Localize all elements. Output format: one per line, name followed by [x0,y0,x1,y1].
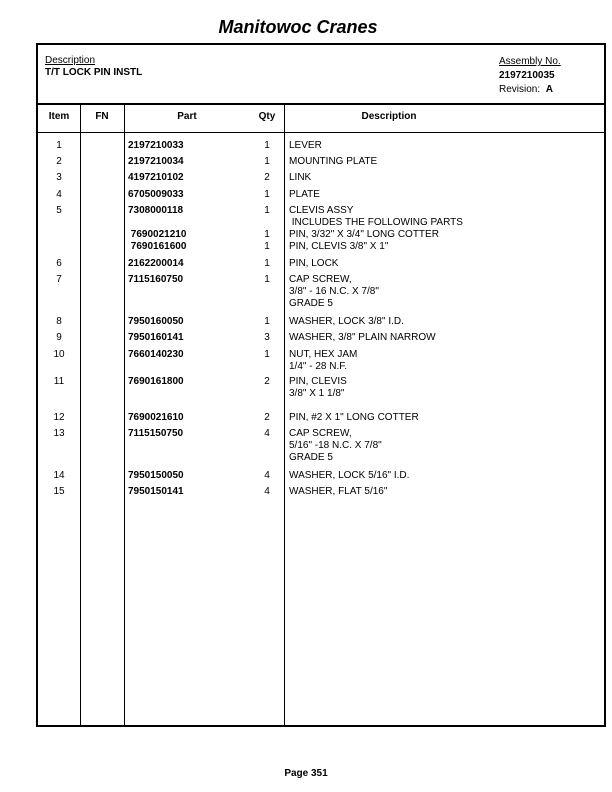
description-line: LEVER [289,140,322,151]
item-number: 10 [53,349,65,360]
part-number: 2197210033 [128,140,184,151]
quantity: 1 [264,258,270,269]
quantity: 1 [264,189,270,200]
revision-line [499,83,561,97]
quantity: 1 [264,140,270,151]
description-line: GRADE 5 [289,298,333,309]
item-number [38,229,80,241]
part-description [289,258,338,270]
description-line: 1/4" - 28 N.F. [289,361,348,372]
description-label: Description [45,55,96,66]
revision-value: A [545,84,553,95]
page-title: Manitowoc Cranes [218,17,378,37]
part-number: 7115150750 [128,428,184,439]
description-line: 3/8" - 16 N.C. X 7/8" [289,286,379,297]
item-number: 3 [56,172,62,183]
item-number: 6 [56,258,62,269]
item-number: 1 [56,140,62,151]
part-number: 7690161600 [128,241,187,252]
quantity: 1 [264,205,270,216]
part-number: 7308000118 [128,205,184,216]
part-number: 7115160750 [128,274,184,285]
part-number: 7950160050 [128,316,184,327]
quantity: 1 [264,316,270,327]
part-description [289,274,379,310]
part-number: 7950160141 [128,332,184,343]
item-number: 2 [56,156,62,167]
quantity: 1 [264,274,270,285]
item-number: 9 [56,332,62,343]
part-number: 7950150050 [128,470,184,481]
description-line: MOUNTING PLATE [289,156,378,167]
description-line: WASHER, LOCK 3/8" I.D. [289,316,404,327]
assembly-description-block [45,55,142,79]
quantity: 2 [264,376,270,387]
description-line: CLEVIS ASSY [289,205,354,216]
part-description [289,241,388,253]
part-number: 7660140230 [128,349,184,360]
item-number: 4 [56,189,62,200]
description-line: WASHER, FLAT 5/16" [289,486,388,497]
column-header-row [38,103,604,133]
part-description [289,349,357,373]
column-divider [124,103,125,725]
description-line: LINK [289,172,312,183]
col-fn-header: FN [95,111,109,122]
part-number: 2197210034 [128,156,184,167]
part-description [289,140,322,152]
assembly-header [38,45,604,105]
item-number: 13 [53,428,65,439]
description-line: INCLUDES THE FOLLOWING PARTS [289,217,463,228]
col-description-header: Description [361,111,417,122]
part-number: 7690021610 [128,412,184,423]
part-number: 7690161800 [128,376,184,387]
quantity: 2 [264,412,270,423]
description-line: PLATE [289,189,320,200]
quantity: 4 [264,428,270,439]
item-number: 8 [56,316,62,327]
item-number: 14 [53,470,65,481]
part-description [289,189,320,201]
description-line: PIN, 3/32" X 3/4" LONG COTTER [289,229,439,240]
description-line: GRADE 5 [289,452,333,463]
quantity: 4 [264,486,270,497]
part-description [289,156,377,168]
part-description [289,172,311,184]
column-divider [80,103,81,725]
assembly-description: T/T LOCK PIN INSTL [45,67,143,78]
quantity: 3 [264,332,270,343]
quantity: 1 [264,229,270,240]
part-description [289,470,409,482]
part-description [289,332,436,344]
item-number: 7 [56,274,62,285]
part-number: 7950150141 [128,486,184,497]
col-qty-header: Qty [258,111,276,122]
item-number: 15 [53,486,65,497]
part-number: 7690021210 [128,229,187,240]
part-number: 4197210102 [128,172,184,183]
part-description [289,486,387,498]
description-line: NUT, HEX JAM [289,349,358,360]
assembly-number-label: Assembly No. [499,56,561,67]
part-number: 2162200014 [128,258,184,269]
quantity: 2 [264,172,270,183]
quantity: 1 [264,156,270,167]
part-description [289,376,347,400]
quantity: 1 [264,349,270,360]
quantity: 1 [264,241,270,252]
col-item-header: Item [48,111,70,122]
part-description [289,316,404,328]
part-description [289,205,463,229]
part-number: 6705009033 [128,189,184,200]
part-description [289,428,382,464]
item-number: 5 [56,205,62,216]
description-line: PIN, CLEVIS 3/8" X 1" [289,241,389,252]
description-line: WASHER, LOCK 5/16" I.D. [289,470,410,481]
description-line: PIN, LOCK [289,258,339,269]
item-number: 12 [53,412,65,423]
description-line: 3/8" X 1 1/8" [289,388,345,399]
revision-label: Revision: [499,84,541,95]
assembly-number: 2197210035 [499,70,555,81]
description-line: 5/16" -18 N.C. X 7/8" [289,440,382,451]
description-line: WASHER, 3/8" PLAIN NARROW [289,332,436,343]
item-number: 11 [53,376,65,387]
column-divider [284,103,285,725]
parts-list-frame [36,43,606,727]
description-line: CAP SCREW, [289,274,352,285]
part-description [289,229,439,241]
description-line: PIN, CLEVIS [289,376,347,387]
col-part-header: Part [177,111,197,122]
page-number: Page 351 [284,768,328,779]
description-line: PIN, #2 X 1" LONG COTTER [289,412,419,423]
quantity: 4 [264,470,270,481]
item-number [38,241,80,253]
description-line: CAP SCREW, [289,428,352,439]
assembly-number-block [499,55,561,97]
part-description [289,412,419,424]
